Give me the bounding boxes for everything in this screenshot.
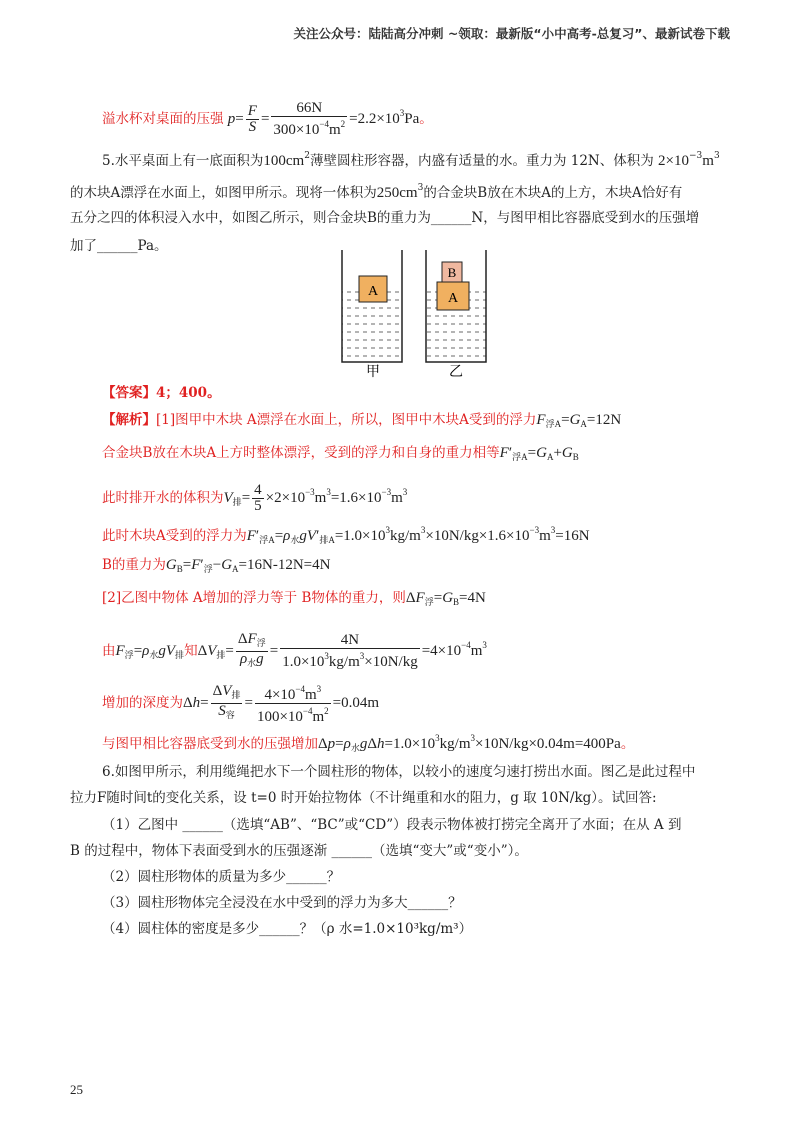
container-figure bbox=[330, 248, 510, 378]
q5-line-1: 5.水平桌面上有一底面积为$100cm^2$薄壁圆柱形容器，内盛有适量的水。重力为 12N、体积为 $2\times 10^{-3}m^3$ bbox=[102, 151, 720, 169]
label-jia: 甲 bbox=[366, 364, 380, 378]
q5-line-3: 五分之四的体积浸入水中，如图乙所示，则合金块B的重力为______N，与图甲相比容器底受到水的压强增 bbox=[70, 210, 700, 226]
frac-den: 300×10 bbox=[273, 122, 320, 138]
answer: 【答案】4；400。 bbox=[102, 385, 221, 401]
analysis-9: 与图甲相比容器底受到水的压强增加$\Delta p=\rho_水g\Delta h=1.0\times 10^3kg/m^3\times 10N/kg\times 0.04m=400Pa$。 bbox=[102, 733, 635, 753]
analysis-4: 此时木块A受到的浮力为$F'_{浮A}=\rho_水gV'_{排A}=1.0\times 10^3kg/m^3\times 10N/kg\times 1.6\times 10^{-3}m^3=16N$ bbox=[102, 525, 590, 545]
label-b: B bbox=[447, 265, 457, 280]
analysis-5: B的重力为$G_B=F'_浮-G_A=16N-12N=4N$ bbox=[102, 557, 331, 574]
label-a-yi: A bbox=[447, 291, 459, 306]
analysis-2: 合金块B放在木块A上方时整体漂浮，受到的浮力和自身的重力相等$F'_{浮A}=G_A+G_B$ bbox=[102, 445, 579, 462]
q6-line-6: （3）圆柱形物体完全浸没在水中受到的浮力为多大______？ bbox=[102, 895, 462, 911]
label-yi: 乙 bbox=[449, 364, 463, 378]
pressure-text: 溢水杯对桌面的压强 bbox=[102, 110, 224, 127]
page-number: 25 bbox=[70, 1082, 83, 1097]
q6-line-5: （2）圆柱形物体的质量为多少______？ bbox=[102, 869, 341, 885]
q6-line-2: 拉力F随时间t的变化关系，设 t=0 时开始拉物体（不计绳重和水的阻力，g 取 10N/kg）。试回答: bbox=[70, 790, 657, 806]
analysis-1: 【解析】[1]图甲中木块 A漂浮在水面上，所以，图甲中木块A受到的浮力$F_{浮A}=G_A=12N$ bbox=[102, 412, 622, 429]
analysis-8: 增加的深度为Δh= $\frac{\Delta V_排}{S_容}$ = $\frac{4\times 10^{-4}m^3}{100\times 10^{-4}m^2}$ =0.04m bbox=[102, 683, 380, 725]
q6-line-1: 6.如图甲所示，利用缆绳把水下一个圆柱形的物体，以较小的速度匀速打捞出水面。图乙是此过程中 bbox=[102, 764, 696, 780]
analysis-7: 由$F_浮=\rho_水gV_排$知$\Delta V_排=$ $\frac{\Delta F_浮}{\rho_水g}$ = $\frac{4N}{1.0\times 10^3kg/m^3\times 10N/kg}$ $=4\times 10^{-4}m^3$ bbox=[102, 631, 487, 670]
q5-line-4: 加了______Pa。 bbox=[70, 238, 168, 254]
frac-num: 66N bbox=[296, 100, 323, 116]
q6-line-4: B 的过程中，物体下表面受到水的压强逐渐 ______（选填“变大”或“变小”）。 bbox=[70, 843, 528, 859]
label-a-jia: A bbox=[367, 284, 379, 299]
analysis-3: 此时排开水的体积为$V_排=$ $\frac{4}{5}$ $\times 2\times 10^{-3}m^3=1.6\times 10^{-3}m^3$ bbox=[102, 482, 408, 515]
q6-line-3: （1）乙图中 ______（选填“AB”、“BC”或“CD”）段表示物体被打捞完全离开了水面；在从 A 到 bbox=[102, 817, 682, 833]
page-header: 关注公众号：陆陆高分冲刺 ~领取：最新版“小中高考-总复习”、最新试卷下载 bbox=[293, 26, 730, 41]
q6-line-7: （4）圆柱体的密度是多少______？（ρ 水=1.0×10³kg/m³） bbox=[102, 921, 473, 937]
q5-line-2: 的木块A漂浮在水面上，如图甲所示。现将一体积为$250cm^3$的合金块B放在木块A的上方，木块A恰好有 bbox=[70, 183, 683, 201]
analysis-6: [2]乙图中物体 A增加的浮力等于 B物体的重力，则$\Delta F_浮=G_B=4N$ bbox=[102, 590, 486, 607]
pressure-line: 溢水杯对桌面的压强 p= $\frac{F}{S}$ = $\frac{66N}{300\times 10^{-4}m^2}$ $=2.2\times 10^3Pa$。 bbox=[102, 100, 433, 138]
